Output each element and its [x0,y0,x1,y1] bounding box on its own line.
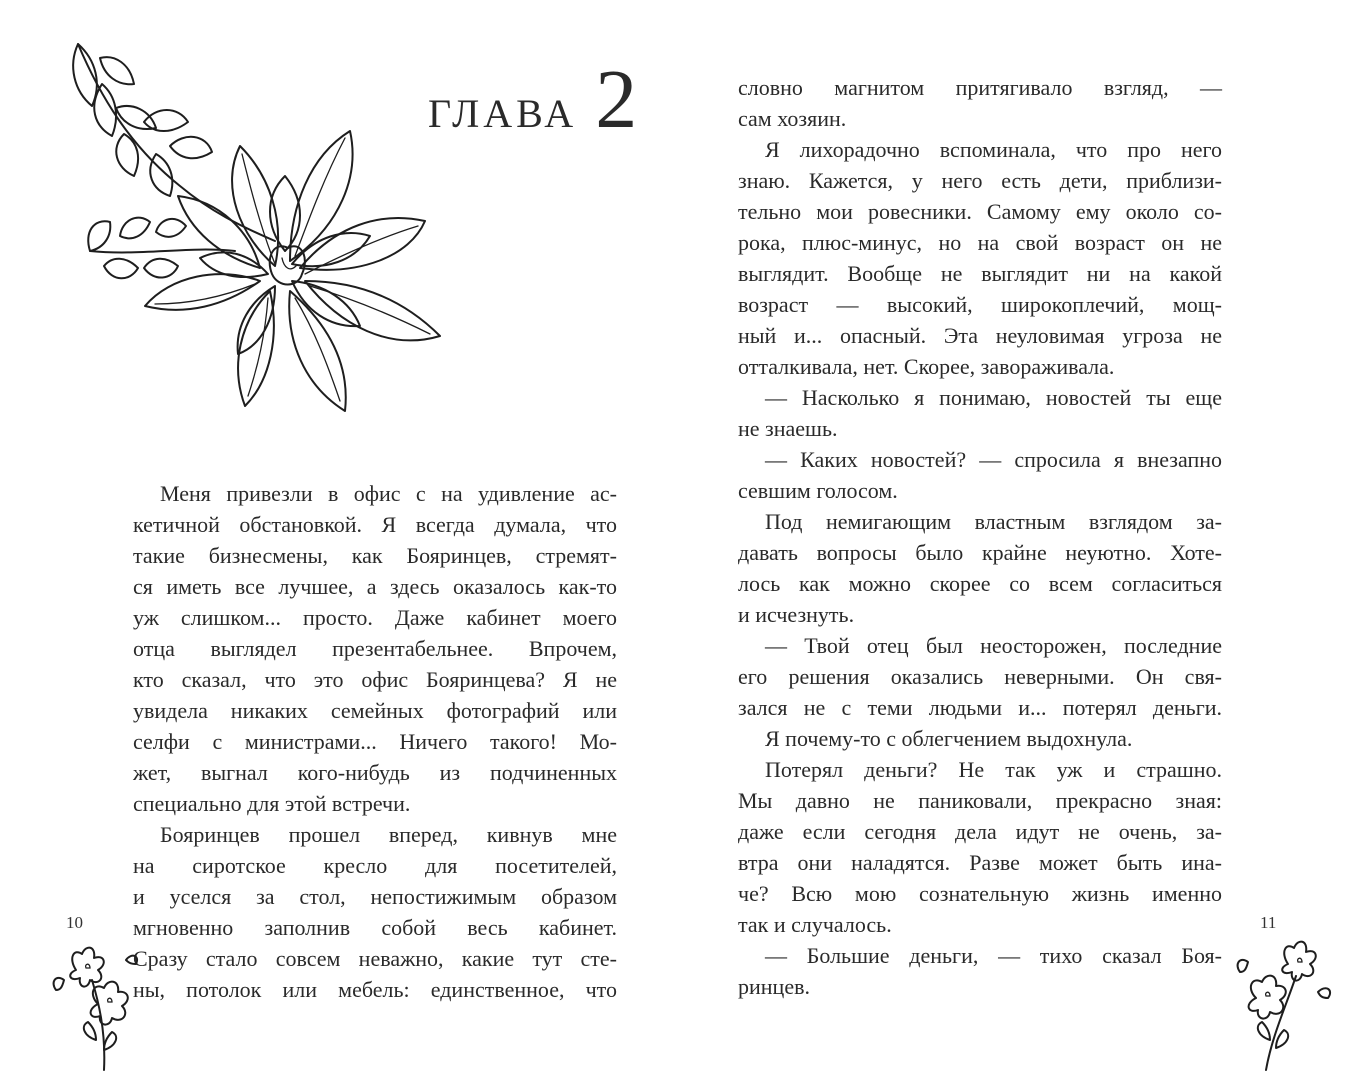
text-line: не знаешь. [738,416,838,441]
text-line: даже если сегодня дела идут не очень, за- [738,819,1222,844]
text-line: че? Всю мою сознательную жизнь именно [738,881,1222,906]
text-line: Я почему-то с облегчением выдохнула. [765,726,1133,751]
chapter-title [428,53,638,146]
text-line: Я лихорадочно вспоминала, что про него [765,137,1222,162]
text-line: — Большие деньги, — тихо сказал Боя- [765,943,1222,968]
text-line: и исчезнуть. [738,602,855,627]
right-page [676,0,1352,1080]
right-page-text [738,72,1222,1002]
text-line: уж слишком... просто. Даже кабинет моего [133,605,617,630]
text-line: возраст — высокий, широкоплечий, мощ- [738,292,1222,317]
text-line: такие бизнесмены, как Бояринцев, стремят- [133,543,617,568]
text-line: ринцев. [738,974,810,999]
chapter-number: 2 [595,53,638,146]
text-line: втра они наладятся. Разве может быть ина- [738,850,1222,875]
page-number-left: 10 [66,913,83,932]
text-line: ный и... опасный. Эта неуловимая угроза не [738,323,1222,348]
text-line: — Насколько я понимаю, новостей ты еще [765,385,1222,410]
text-line: так и случалось. [738,912,892,937]
text-line: специально для этой встречи. [133,791,411,816]
text-line: на сиротское кресло для посетителей, [133,853,617,878]
text-line: Под немигающим властным взглядом за- [765,509,1222,534]
text-line: сам хозяин. [738,106,847,131]
text-line: кетичной обстановкой. Я всегда думала, что [133,512,617,537]
flower-illustration-icon [60,36,465,421]
text-line: Мы давно не паниковали, прекрасно зная: [738,788,1222,813]
text-line: тельно мои ровесники. Самому ему около со- [738,199,1222,224]
text-line: селфи с министрами... Ничего такого! Мо- [133,729,617,754]
text-line: словно магнитом притягивало взгляд, — [738,75,1222,100]
corner-flower-right-icon [1226,936,1338,1076]
text-line: жет, выгнал кого-нибудь из подчиненных [133,760,617,785]
text-line: кто сказал, что это офис Бояринцева? Я не [133,667,617,692]
text-line: отца выглядел презентабельнее. Впрочем, [133,636,617,661]
text-line: ся иметь все лучшее, а здесь оказалось как-то [133,574,617,599]
text-line: лось как можно скорее со всем согласиться [738,571,1222,596]
text-line: ны, потолок или мебель: единственное, что [133,977,617,1002]
corner-flower-left-icon [36,940,146,1075]
text-line: мгновенно заполнив собой весь кабинет. [133,915,617,940]
page-number-right: 11 [1260,913,1277,932]
text-line: севшим голосом. [738,478,898,503]
text-line: знаю. Кажется, у него есть дети, приблизи- [738,168,1222,193]
text-line: — Твой отец был неосторожен, последние [765,633,1222,658]
left-page-text [133,478,617,1005]
text-line: Потерял деньги? Не так уж и страшно. [765,757,1222,782]
text-line: рока, плюс-минус, но на свой возраст он не [738,230,1222,255]
text-line: его решения оказались неверными. Он свя- [738,664,1222,689]
text-line: Меня привезли в офис с на удивление ас- [160,481,617,506]
text-line: давать вопросы было крайне неуютно. Хоте- [738,540,1222,565]
text-line: — Каких новостей? — спросила я внезапно [765,447,1222,472]
text-line: Бояринцев прошел вперед, кивнув мне [160,822,617,847]
text-line: зался не с теми людьми и... потерял деньги. [738,695,1222,720]
text-line: и уселся за стол, непостижимым образом [133,884,617,909]
chapter-word: ГЛАВА [428,91,578,136]
text-line: выглядит. Вообще не выглядит ни на какой [738,261,1222,286]
text-line: Сразу стало совсем неважно, какие тут сте- [133,946,617,971]
text-line: отталкивала, нет. Скорее, завораживала. [738,354,1115,379]
text-line: увидела никаких семейных фотографий или [133,698,617,723]
